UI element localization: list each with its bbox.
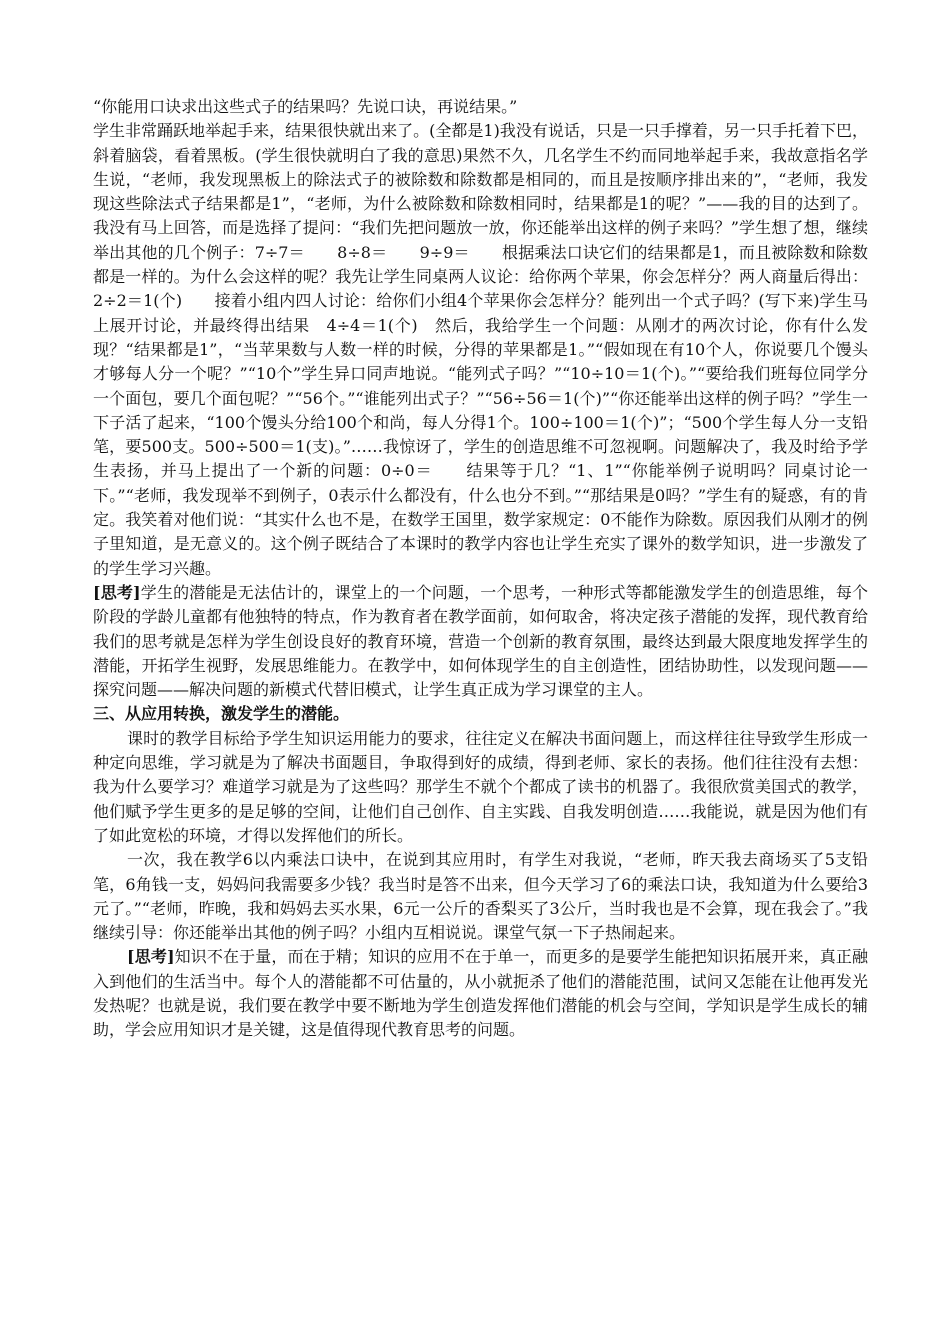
body-paragraph: 一次，我在教学6以内乘法口诀中，在说到其应用时，有学生对我说，“老师，昨天我去商场买了5支铅笔，6角钱一支，妈妈问我需要多少钱？我当时是答不出来，但今天学习了6的乘法口诀，我知道为什么要给3元了。”“老师，昨晚，我和妈妈去买水果，6元一公斤的香梨买了3公斤，当时我也是不会算，现在我会了。”我继续引导：你还能举出其他的例子吗？小组内互相说说。课堂气氛一下子热闹起来。: [93, 850, 868, 943]
story-paragraph: 学生非常踊跃地举起手来，结果很快就出来了。(全都是1)我没有说话，只是一只手撑着，另一只手托着下巴，斜着脑袋，看着黑板。(学生很快就明白了我的意思)果然不久，几名学生不约而同地举起手来，我故意指名学生说，“老师，我发现黑板上的除法式子的被除数和除数都是相同的，而且是按顺序排出来的”，“老师，我发现这些除法式子结果都是1”，“老师，为什么被除数和除数相同时，结果都是1的呢？”——我的目的达到了。我没有马上回答，而是选择了提问：“我们先把问题放一放，你还能举出这样的例子来吗？”学生想了想，继续举出其他的几个例子：7÷7＝ 8÷8＝ 9÷9＝ 根据乘法口诀它们的结果都是1，而且被除数和除数都是一样的。为什么会这样的呢？我先让学生同桌两人议论：给你两个苹果，你会怎样分？两人商量后得出：2÷2＝1(个) 接着小组内四人讨论：给你们小组4个苹果你会怎样分？能列出一个式子吗？(写下来)学生马上展开讨论，并最终得出结果 4÷4＝1(个) 然后，我给学生一个问题：从刚才的两次讨论，你有什么发现？“结果都是1”，“当苹果数与人数一样的时候，分得的苹果都是1。”“假如现在有10个人，你说要几个馒头才够每人分一个呢？”“10个”学生异口同声地说。“能列式子吗？”“10÷10＝1(个)。”“要给我们班每位同学分一个面包，要几个面包呢？”“56个。”“谁能列出式子？”“56÷56＝1(个)”“你还能举出这样的例子吗？”学生一下子活了起来，“100个馒头分给100个和尚，每人分得1个。100÷100＝1(个)”；“500个学生每人分一支铅笔，要500支。500÷500＝1(支)。”……我惊讶了，学生的创造思维不可忽视啊。问题解决了，我及时给予学生表扬，并马上提出了一个新的问题：0÷0＝ 结果等于几？“1、1”“你能举例子说明吗？同桌讨论一下。”“老师，我发现举不到例子，0表示什么都没有，什么也分不到。”“那结果是0吗？”学生有的疑惑，有的肯定。我笑着对他们说：“其实什么也不是，在数学王国里，数学家规定：0不能作为除数。原因我们从刚才的例子里知道，是无意义的。这个例子既结合了本课时的教学内容也让学生充实了课外的数学知识，进一步激发了的学生学习兴趣。: [93, 121, 868, 578]
reflection-text: 学生的潜能是无法估计的，课堂上的一个问题，一个思考，一种形式等都能激发学生的创造思维，每个阶段的学龄儿童都有他独特的特点，作为教育者在教学面前，如何取舍，将决定孩子潜能的发挥，现代教育给我们的思考就是怎样为学生创设良好的教育环境，营造一个创新的教育氛围，最终达到最大限度地发挥学生的潜能，开拓学生视野，发展思维能力。在教学中，如何体现学生的自主创造性，团结协助性，以发现问题——探究问题——解决问题的新模式代替旧模式，让学生真正成为学习课堂的主人。: [93, 582, 868, 700]
section-heading: 三、从应用转换，激发学生的潜能。: [93, 704, 350, 724]
document-body: [93, 95, 868, 1043]
reflection-label: [思考]: [127, 947, 175, 967]
reflection-text: 知识不在于量，而在于精；知识的应用不在于单一，而更多的是要学生能把知识拓展开来，真正融入到他们的生活当中。每个人的潜能都不可估量的，从小就扼杀了他们的潜能范围，试问又怎能在让他再发光发热呢？也就是说，我们要在教学中要不断地为学生创造发挥他们潜能的机会与空间，学知识是学生成长的辅助，学会应用知识才是关键，这是值得现代教育思考的问题。: [93, 947, 868, 1040]
body-paragraph: 课时的教学目标给予学生知识运用能力的要求，往往定义在解决书面问题上，而这样往往导致学生形成一种定向思维，学习就是为了解决书面题目，争取得到好的成绩，得到老师、家长的表扬。他们往往没有去想：我为什么要学习？难道学习就是为了这些吗？那学生不就个个都成了读书的机器了。我很欣赏美国式的教学，他们赋予学生更多的是足够的空间，让他们自己创作、自主实践、自我发明创造……我能说，就是因为他们有了如此宽松的环境，才得以发挥他们的所长。: [93, 728, 868, 845]
reflection-paragraph-1: [93, 581, 868, 702]
reflection-paragraph-2: [93, 945, 868, 1042]
quote-paragraph: “你能用口诀求出这些式子的结果吗？先说口诀，再说结果。”: [93, 97, 518, 116]
reflection-label: [思考]: [93, 582, 141, 602]
